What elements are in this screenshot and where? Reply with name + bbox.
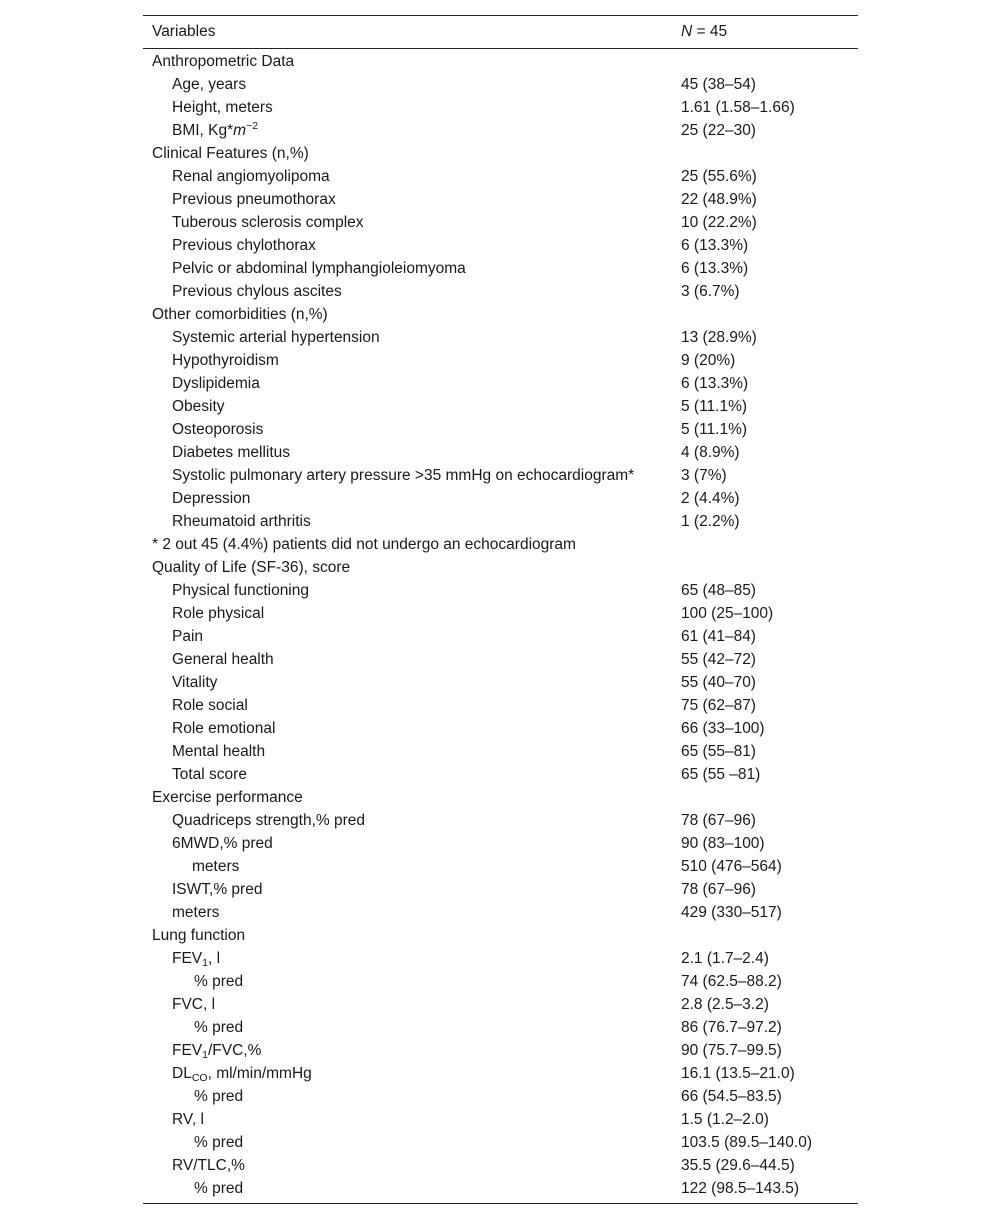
- row-value: 10 (22.2%): [681, 213, 757, 231]
- row-label: 6MWD,% pred: [172, 834, 273, 852]
- table-row: [143, 257, 858, 280]
- row-label: Quadriceps strength,% pred: [172, 811, 365, 829]
- table-row: [143, 901, 858, 924]
- row-label: Age, years: [172, 75, 247, 93]
- table-row: [143, 694, 858, 717]
- row-value: 9 (20%): [681, 351, 736, 369]
- row-label: Previous pneumothorax: [172, 190, 336, 208]
- row-value: 1 (2.2%): [681, 512, 740, 530]
- row-label: Vitality: [172, 673, 218, 691]
- row-label: Previous chylous ascites: [172, 282, 342, 300]
- row-value: 1.5 (1.2–2.0): [681, 1110, 769, 1128]
- row-value: 2.1 (1.7–2.4): [681, 949, 769, 967]
- row-label: ISWT,% pred: [172, 880, 263, 898]
- row-label: Depression: [172, 489, 251, 507]
- table-row: [143, 947, 858, 970]
- table-row: [143, 1154, 858, 1177]
- section-row: [143, 50, 858, 73]
- table-row: [143, 717, 858, 740]
- row-value: 65 (55–81): [681, 742, 756, 760]
- table-row: [143, 832, 858, 855]
- row-value: 5 (11.1%): [681, 420, 748, 438]
- row-label: Role emotional: [172, 719, 276, 737]
- row-label: % pred: [194, 1087, 244, 1105]
- row-label: Height, meters: [172, 98, 273, 116]
- characteristics-table: [143, 15, 858, 1204]
- table-row: [143, 73, 858, 96]
- row-label: Osteoporosis: [172, 420, 264, 438]
- row-label: Exercise performance: [152, 788, 303, 806]
- row-value: 78 (67–96): [681, 880, 756, 898]
- row-value: 35.5 (29.6–44.5): [681, 1156, 795, 1174]
- table-row: [143, 372, 858, 395]
- row-label: Renal angiomyolipoma: [172, 167, 330, 185]
- table-row: [143, 625, 858, 648]
- row-label: Quality of Life (SF-36), score: [152, 558, 351, 576]
- table-row: [143, 119, 858, 142]
- row-label: Physical functioning: [172, 581, 309, 599]
- row-label: Systolic pulmonary artery pressure >35 mmHg on echocardiogram*: [172, 466, 635, 484]
- section-row: [143, 533, 858, 556]
- row-label: RV, l: [172, 1110, 204, 1128]
- row-value: 55 (40–70): [681, 673, 756, 691]
- table-row: [143, 671, 858, 694]
- table-row: [143, 855, 858, 878]
- table-row: [143, 579, 858, 602]
- row-value: 90 (75.7–99.5): [681, 1041, 782, 1059]
- header-n: [681, 23, 858, 41]
- row-label: meters: [192, 857, 240, 875]
- table-row: [143, 809, 858, 832]
- row-label: FVC, l: [172, 995, 216, 1013]
- table-row: [143, 740, 858, 763]
- row-value: 90 (83–100): [681, 834, 765, 852]
- row-label: Total score: [172, 765, 247, 783]
- row-value: 25 (22–30): [681, 121, 756, 139]
- section-row: [143, 142, 858, 165]
- table-row: [143, 878, 858, 901]
- row-label: $DL_{CO}$, ml/min/mmHg: [172, 1064, 312, 1084]
- row-value: 4 (8.9%): [681, 443, 740, 461]
- table-row: [143, 349, 858, 372]
- row-value: 3 (7%): [681, 466, 727, 484]
- row-value: 429 (330–517): [681, 903, 782, 921]
- section-row: [143, 786, 858, 809]
- table-row: [143, 1016, 858, 1039]
- row-label: Previous chylothorax: [172, 236, 316, 254]
- table-row: [143, 395, 858, 418]
- row-value: 45 (38–54): [681, 75, 756, 93]
- table-row: [143, 1062, 858, 1085]
- row-value: 86 (76.7–97.2): [681, 1018, 782, 1036]
- row-label: Other comorbidities (n,%): [152, 305, 328, 323]
- row-value: 5 (11.1%): [681, 397, 748, 415]
- section-row: [143, 556, 858, 579]
- row-value: 25 (55.6%): [681, 167, 757, 185]
- table-row: [143, 1131, 858, 1154]
- table-row: [143, 326, 858, 349]
- row-value: 6 (13.3%): [681, 259, 749, 277]
- table-row: [143, 211, 858, 234]
- table-row: [143, 993, 858, 1016]
- row-value: 6 (13.3%): [681, 374, 749, 392]
- table-row: [143, 234, 858, 257]
- row-value: 122 (98.5–143.5): [681, 1179, 800, 1197]
- table-row: [143, 1039, 858, 1062]
- row-label: Rheumatoid arthritis: [172, 512, 311, 530]
- row-value: 22 (48.9%): [681, 190, 757, 208]
- row-value: 66 (54.5–83.5): [681, 1087, 782, 1105]
- row-value: 74 (62.5–88.2): [681, 972, 782, 990]
- table-row: [143, 510, 858, 533]
- row-label: % pred: [194, 972, 244, 990]
- row-label: $FEV_1$, l: [172, 949, 221, 969]
- row-value: 75 (62–87): [681, 696, 756, 714]
- table-row: [143, 970, 858, 993]
- row-label: Mental health: [172, 742, 266, 760]
- table-row: [143, 487, 858, 510]
- section-row: [143, 924, 858, 947]
- row-value: 65 (55 –81): [681, 765, 761, 783]
- row-label: Diabetes mellitus: [172, 443, 291, 461]
- table-row: [143, 165, 858, 188]
- table-header: [143, 16, 858, 49]
- row-value: 66 (33–100): [681, 719, 765, 737]
- row-label: Systemic arterial hypertension: [172, 328, 380, 346]
- header-variables: Variables: [152, 23, 216, 40]
- row-label: % pred: [194, 1133, 244, 1151]
- row-label: BMI, $Kg*m^{-2}$: [172, 119, 259, 139]
- row-value: 6 (13.3%): [681, 236, 749, 254]
- table-row: [143, 188, 858, 211]
- row-label: meters: [172, 903, 220, 921]
- row-value: 2.8 (2.5–3.2): [681, 995, 769, 1013]
- header-n-symbol: N: [681, 23, 693, 40]
- row-label: * 2 out 45 (4.4%) patients did not undergo an echocardiogram: [152, 535, 576, 553]
- row-label: Clinical Features (n,%): [152, 144, 309, 162]
- row-label: % pred: [194, 1018, 244, 1036]
- row-value: 65 (48–85): [681, 581, 756, 599]
- table-row: [143, 1177, 858, 1200]
- table-row: [143, 464, 858, 487]
- table-row: [143, 602, 858, 625]
- row-label: RV/TLC,%: [172, 1156, 245, 1174]
- row-value: 100 (25–100): [681, 604, 774, 622]
- row-value: 55 (42–72): [681, 650, 756, 668]
- row-value: 1.61 (1.58–1.66): [681, 98, 795, 116]
- table-row: [143, 441, 858, 464]
- row-label: Hypothyroidism: [172, 351, 279, 369]
- table-row: [143, 1085, 858, 1108]
- row-value: 510 (476–564): [681, 857, 782, 875]
- row-value: 13 (28.9%): [681, 328, 757, 346]
- row-value: 103.5 (89.5–140.0): [681, 1133, 812, 1151]
- header-n-value: = 45: [692, 23, 728, 40]
- table-row: [143, 648, 858, 671]
- table-row: [143, 418, 858, 441]
- row-label: Lung function: [152, 926, 246, 944]
- row-value: 61 (41–84): [681, 627, 756, 645]
- table-row: [143, 96, 858, 119]
- row-label: Obesity: [172, 397, 225, 415]
- section-row: [143, 303, 858, 326]
- table-body: [143, 49, 858, 1203]
- row-label: Tuberous sclerosis complex: [172, 213, 364, 231]
- row-value: 16.1 (13.5–21.0): [681, 1064, 795, 1082]
- table-row: [143, 280, 858, 303]
- row-value: 3 (6.7%): [681, 282, 740, 300]
- row-label: Pelvic or abdominal lymphangioleiomyoma: [172, 259, 466, 277]
- table-row: [143, 763, 858, 786]
- row-value: 2 (4.4%): [681, 489, 740, 507]
- row-label: Pain: [172, 627, 204, 645]
- row-label: % pred: [194, 1179, 244, 1197]
- row-label: $FEV_1/FVC,\%$: [172, 1041, 262, 1061]
- row-value: 78 (67–96): [681, 811, 756, 829]
- row-label: General health: [172, 650, 274, 668]
- row-label: Role physical: [172, 604, 265, 622]
- row-label: Dyslipidemia: [172, 374, 260, 392]
- table-row: [143, 1108, 858, 1131]
- row-label: Anthropometric Data: [152, 52, 295, 70]
- row-label: Role social: [172, 696, 248, 714]
